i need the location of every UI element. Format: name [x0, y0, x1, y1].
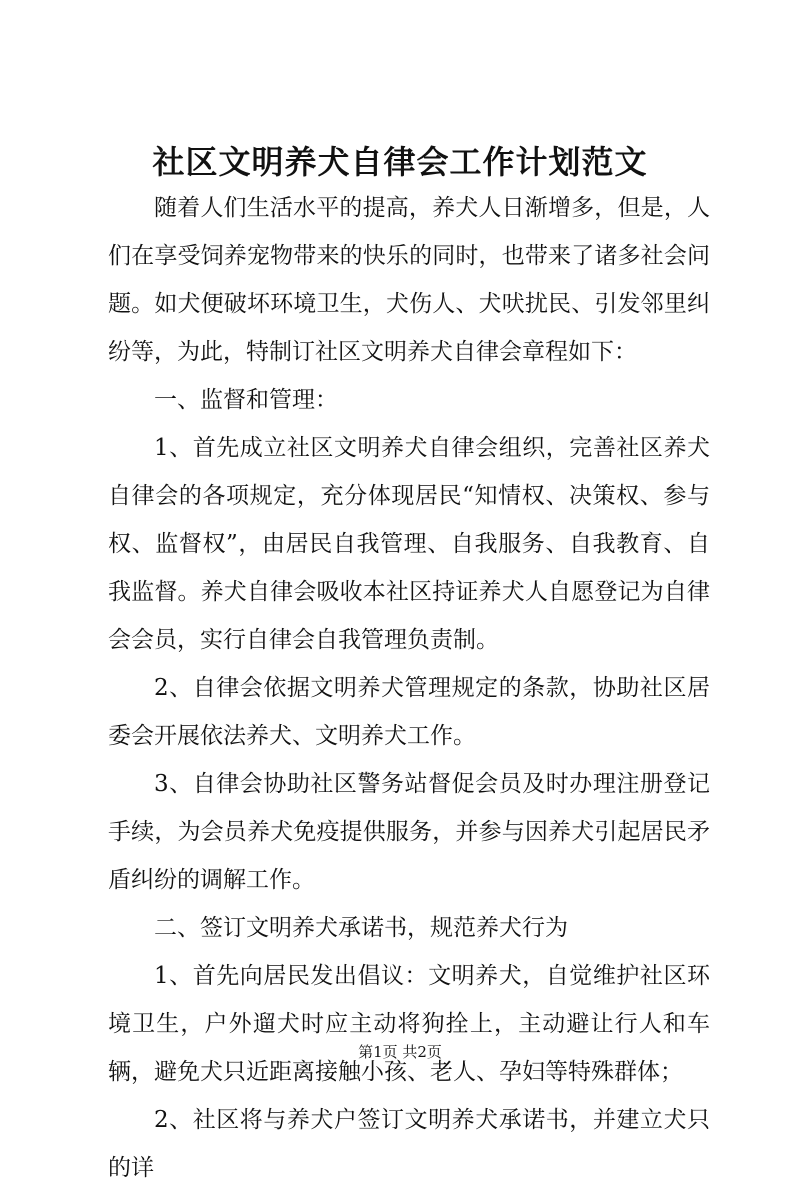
document-title: 社区文明养犬自律会工作计划范文 — [152, 143, 648, 181]
paragraph-commitment-2: 2、社区将与养犬户签订文明养犬承诺书，并建立犬只的详 — [108, 1107, 710, 1181]
page-footer: 第1页 共2页 — [358, 1043, 442, 1061]
paragraph-item-1: 1、首先成立社区文明养犬自律会组织，完善社区养犬自律会的各项规定，充分体现居民“知情权、决策权、参与权、监督权”，由居民自我管理、自我服务、自我教育、自我监督。养犬自律会吸收本社区持证养犬人自愿登记为自律会会员，实行自律会自我管理负责制。 — [108, 435, 710, 653]
paragraph-item-3: 3、自律会协助社区警务站督促会员及时办理注册登记手续，为会员养犬免疫提供服务，并参与因养犬引起居民矛盾纠纷的调解工作。 — [108, 771, 710, 893]
paragraph-intro: 随着人们生活水平的提高，养犬人日渐增多，但是，人们在享受饲养宠物带来的快乐的同时，也带来了诸多社会问题。如犬便破坏环境卫生，犬伤人、犬吠扰民、引发邻里纠纷等，为此，特制订社区文明养犬自律会章程如下： — [108, 195, 710, 365]
paragraph-item-2: 2、自律会依据文明养犬管理规定的条款，协助社区居委会开展依法养犬、文明养犬工作。 — [108, 675, 710, 749]
paragraph-commitment-1: 1、首先向居民发出倡议：文明养犬，自觉维护社区环境卫生，户外遛犬时应主动将狗拴上，主动避让行人和车辆，避免犬只近距离接触小孩、老人、孕妇等特殊群体； — [108, 963, 710, 1085]
section-heading-supervision: 一、监督和管理： — [154, 387, 338, 413]
section-heading-commitment: 二、签订文明养犬承诺书，规范养犬行为 — [154, 915, 568, 941]
